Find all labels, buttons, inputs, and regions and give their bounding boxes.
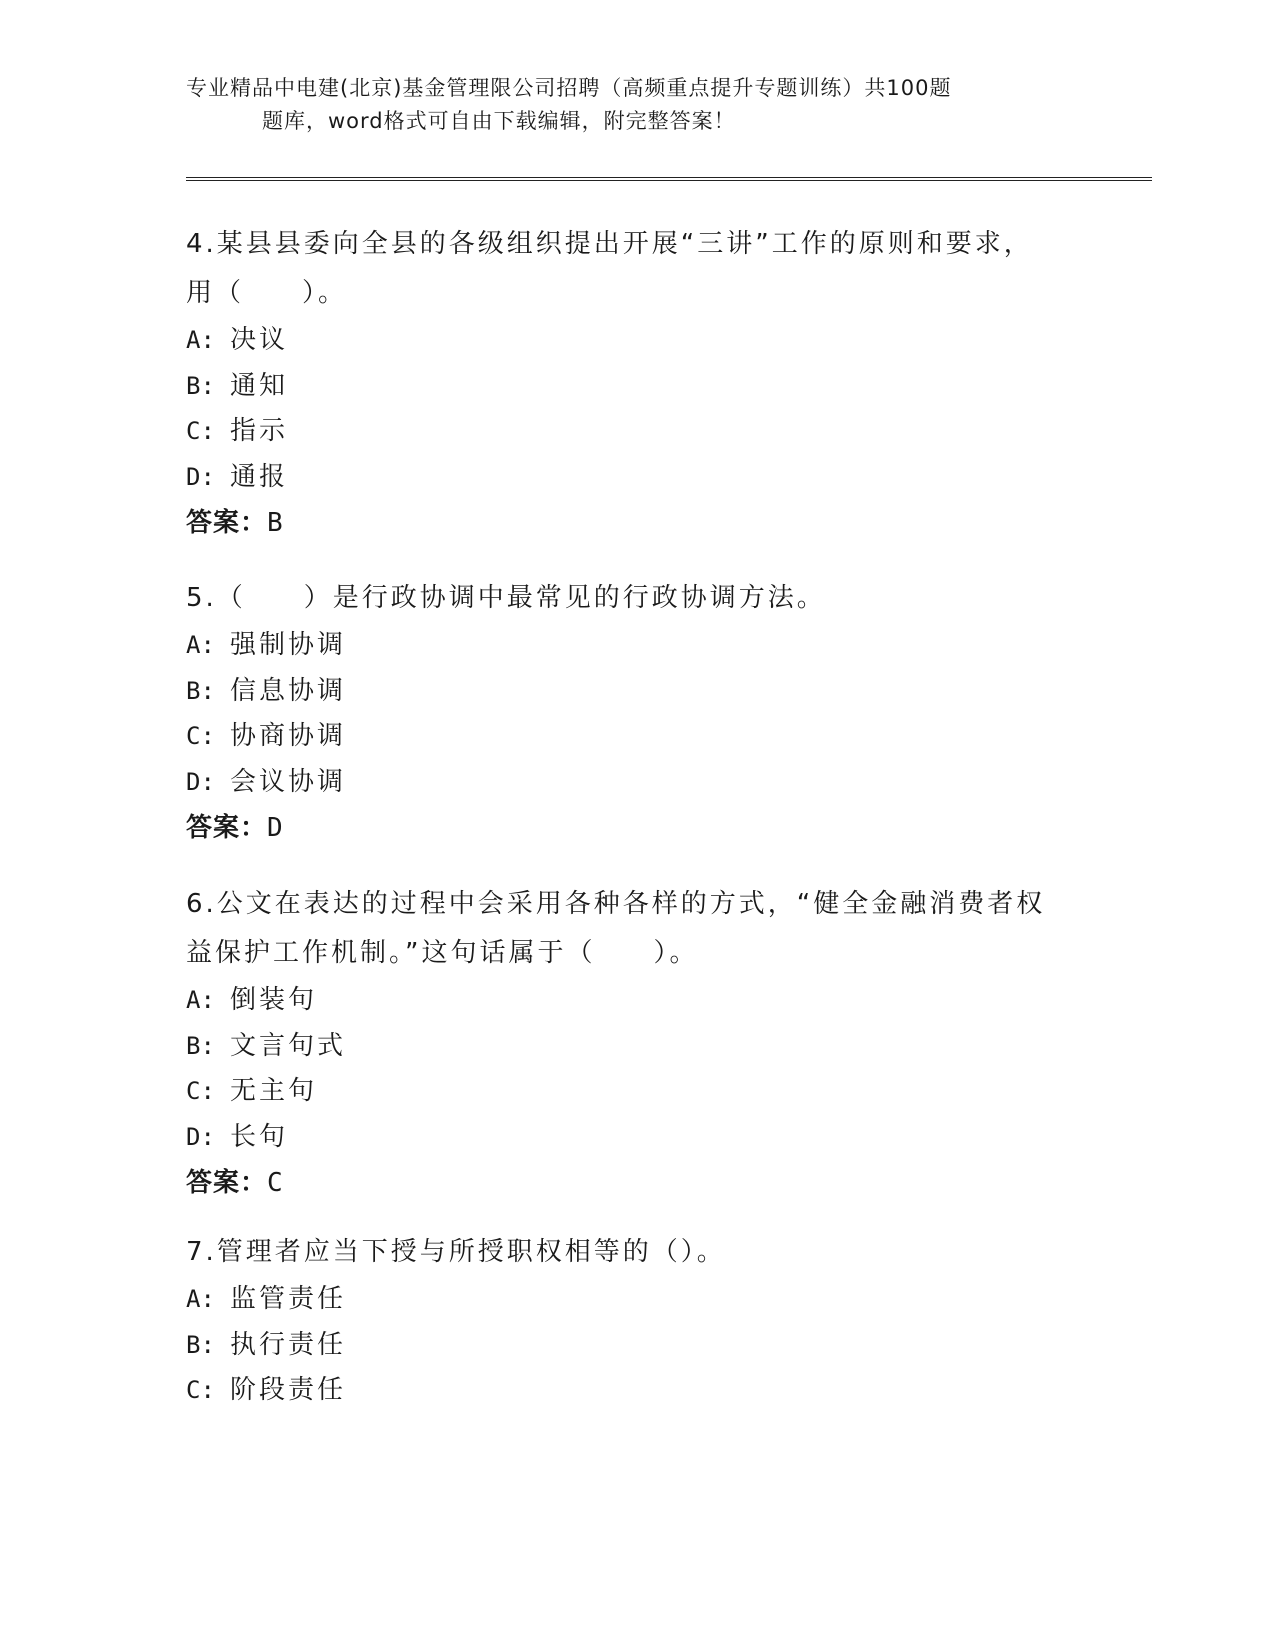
option-text: 文言句式	[230, 1030, 347, 1061]
question-stem-continued: 益保护工作机制。”这句话属于（ ）。	[186, 938, 699, 968]
header-divider	[186, 177, 1152, 181]
answer-label: 答案：	[186, 508, 268, 538]
question-6	[186, 880, 1066, 1206]
option-label: C:	[186, 1077, 215, 1105]
option-c	[186, 409, 1066, 455]
option-label: D:	[186, 1122, 215, 1151]
option-b	[186, 364, 1066, 410]
option-label: B:	[186, 1330, 215, 1359]
question-4	[186, 220, 1066, 546]
answer-line	[186, 500, 1066, 546]
option-label: A:	[186, 631, 215, 659]
option-b	[186, 669, 1066, 715]
option-text: 阶段责任	[230, 1375, 347, 1405]
option-c	[186, 1069, 1066, 1115]
option-a	[186, 1277, 1066, 1323]
option-text: 长句	[230, 1121, 289, 1152]
option-d	[186, 455, 1066, 501]
option-label: C:	[186, 722, 215, 750]
option-text: 通知	[230, 370, 289, 401]
question-stem: 7.管理者应当下授与所授职权相等的（）。	[186, 1237, 726, 1267]
option-label: C:	[186, 417, 215, 445]
question-5	[186, 574, 1066, 851]
option-text: 监管责任	[230, 1284, 347, 1314]
option-a	[186, 978, 1066, 1024]
option-text: 强制协调	[230, 630, 347, 660]
question-7	[186, 1228, 1066, 1414]
option-b	[186, 1323, 1066, 1369]
question-stem: 5.（ ）是行政协调中最常见的行政协调方法。	[186, 583, 826, 613]
answer-label: 答案：	[186, 1168, 268, 1198]
option-label: A:	[186, 1285, 215, 1313]
question-stem: 6.公文在表达的过程中会采用各种各样的方式，“健全金融消费者权	[186, 889, 1046, 919]
option-label: B:	[186, 371, 215, 400]
option-label: A:	[186, 986, 215, 1014]
option-d	[186, 760, 1066, 806]
document-header	[186, 72, 1066, 138]
header-title-line-1: 专业精品中电建(北京)基金管理限公司招聘（高频重点提升专题训练）共100题	[186, 76, 952, 100]
option-a	[186, 623, 1066, 669]
option-text: 通报	[230, 461, 289, 492]
option-text: 倒装句	[230, 985, 318, 1015]
option-text: 协商协调	[230, 721, 347, 751]
answer-value: D	[267, 813, 284, 843]
answer-line	[186, 805, 1066, 851]
option-label: B:	[186, 676, 215, 705]
option-c	[186, 1368, 1066, 1414]
question-stem-continued: 用（ ）。	[186, 278, 348, 308]
answer-value: C	[267, 1168, 284, 1198]
option-text: 无主句	[230, 1076, 318, 1106]
answer-line	[186, 1160, 1066, 1206]
option-label: C:	[186, 1376, 215, 1404]
option-label: D:	[186, 767, 215, 796]
option-label: A:	[186, 326, 215, 354]
option-text: 会议协调	[230, 766, 347, 797]
answer-value: B	[267, 508, 284, 538]
option-label: D:	[186, 462, 215, 491]
header-title-line-2: 题库，word格式可自由下载编辑，附完整答案！	[262, 109, 736, 133]
option-text: 决议	[230, 325, 289, 355]
option-d	[186, 1115, 1066, 1161]
option-b	[186, 1024, 1066, 1070]
option-a	[186, 318, 1066, 364]
option-c	[186, 714, 1066, 760]
option-text: 执行责任	[230, 1329, 347, 1360]
option-label: B:	[186, 1031, 215, 1060]
question-stem: 4.某县县委向全县的各级组织提出开展“三讲”工作的原则和要求，	[186, 229, 1033, 259]
option-text: 信息协调	[230, 675, 347, 706]
option-text: 指示	[230, 416, 289, 446]
answer-label: 答案：	[186, 813, 268, 843]
